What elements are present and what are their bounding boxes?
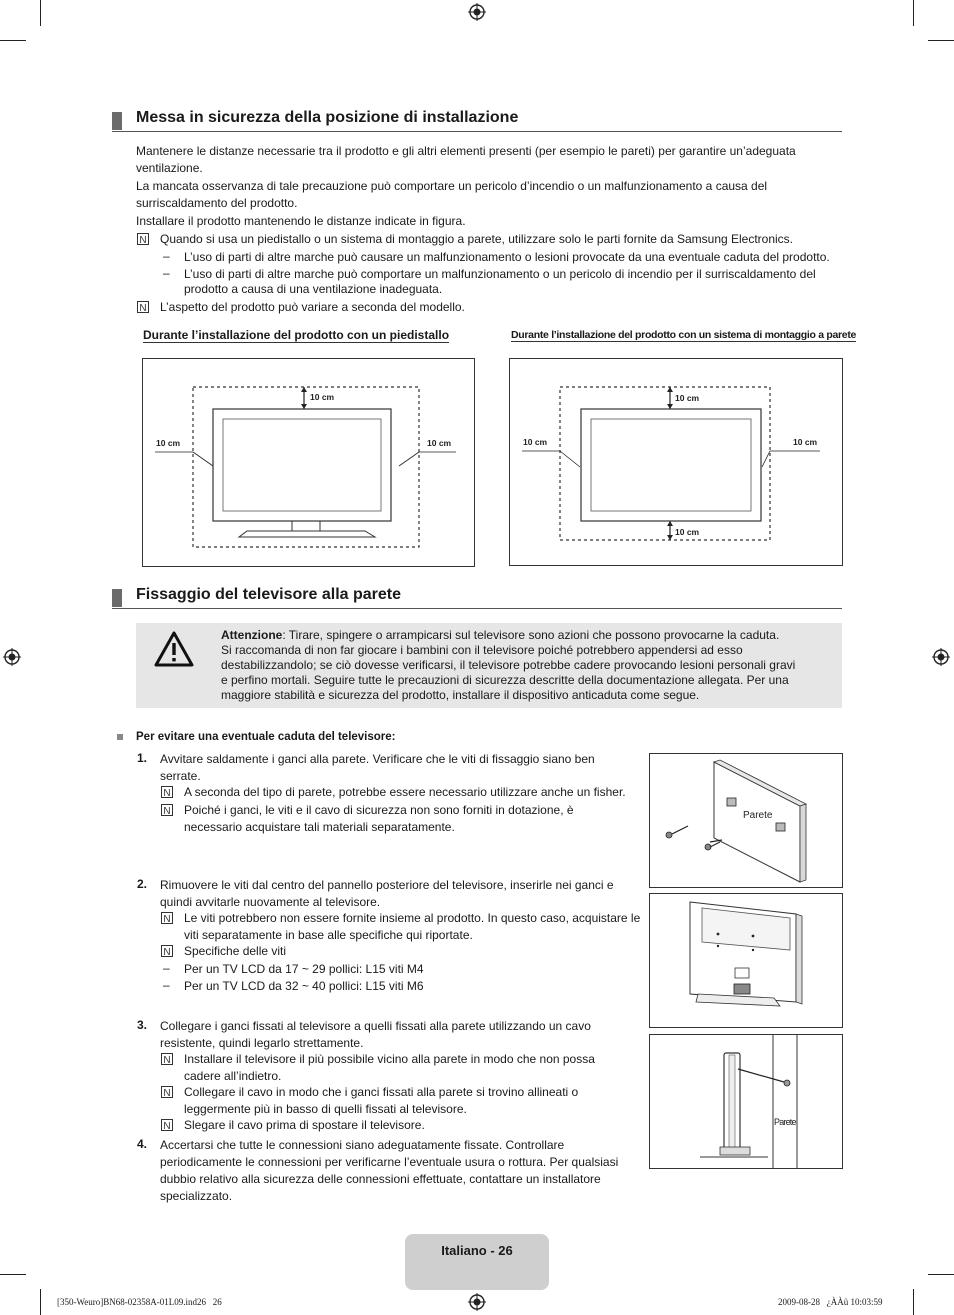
warning-triangle-icon [154, 631, 194, 667]
section-title-text: Fissaggio del televisore alla parete [136, 586, 401, 603]
section-title-bar [112, 112, 122, 130]
svg-text:N: N [139, 235, 147, 245]
dash-marker: – [163, 961, 170, 975]
step-2-dash-1: Per un TV LCD da 17 ~ 29 pollici: L15 viti M4 [184, 962, 424, 976]
registration-mark-icon [3, 648, 21, 666]
crop-mark [40, 1289, 41, 1315]
page-number-tab [405, 1234, 549, 1290]
step-1-note-1: A seconda del tipo di parete, potrebbe essere necessario utilizzare anche un fisher. [184, 785, 626, 799]
registration-mark-icon [468, 1293, 486, 1311]
dash-marker: – [163, 266, 170, 280]
dash-marker: – [163, 249, 170, 263]
section-title-wall-fixing [112, 588, 842, 609]
registration-mark-icon [468, 3, 486, 21]
note-icon [161, 1086, 173, 1098]
dash-marker: – [163, 978, 170, 992]
warning-line-4: e perfino mortali. Seguire tutte le precauzioni di sicurezza descritte della documentazione allegata. Per una [221, 673, 789, 687]
note-icon [161, 786, 173, 798]
step-2-note-1: Le viti potrebbero non essere fornite insieme al prodotto. In questo caso, acquistare le viti separatamente in base alle specifiche qui riportate. [184, 911, 641, 942]
warning-text-1: : Tirare, spingere o arrampicarsi sul televisore sono azioni che possono provocarne la caduta. [282, 628, 780, 642]
warning-box [136, 623, 842, 708]
step-3-note-3: Slegare il cavo prima di spostare il televisore. [184, 1118, 425, 1132]
crop-mark [928, 1274, 954, 1275]
dim-label-top: 10 cm [310, 392, 335, 402]
registration-mark-icon [932, 648, 950, 666]
illustration-tv-side-cable [649, 1034, 843, 1169]
svg-text:N: N [163, 914, 171, 924]
warning-bold-label: Attenzione [221, 628, 283, 642]
caption-stand: Durante l’installazione del prodotto con un piedistallo [143, 328, 450, 342]
step-3-note-1: Installare il televisore il più possibile vicino alla parete in modo che non possa cadere all’indietro. [184, 1052, 595, 1083]
paragraph-ventilation: Mantenere le distanze necessarie tra il prodotto e gli altri elementi presenti (per esempio le pareti) per garantire un’adeguata ventilazione. [136, 144, 796, 175]
dash-text-fall: L’uso di parti di altre marche può causare un malfunzionamento o lesioni provocate da una eventuale caduta del prodotto. [184, 250, 830, 264]
step-2-dash-2: Per un TV LCD da 32 ~ 40 pollici: L15 viti M6 [184, 979, 424, 993]
crop-mark [928, 40, 954, 41]
step-1-text: Avvitare saldamente i ganci alla parete. Verificare che le viti di fissaggio siano ben serrate. [160, 752, 595, 783]
note-icon [137, 233, 149, 245]
step-number: 4. [137, 1137, 148, 1151]
note-icon [161, 945, 173, 957]
illustration-wall-hooks [649, 753, 843, 888]
note-samsung-parts: Quando si usa un piedistallo o un sistema di montaggio a parete, utilizzare solo le parti fornite da Samsung Electronics. [160, 232, 794, 246]
dim-label-left: 10 cm [523, 437, 548, 447]
tv-back-drawing [650, 894, 842, 1027]
section-title-text: Messa in sicurezza della posizione di installazione [136, 109, 519, 126]
step-number: 2. [137, 877, 148, 891]
note-icon [137, 301, 149, 313]
diagram-stand-clearance [142, 358, 475, 567]
svg-text:N: N [139, 303, 147, 313]
warning-line-3: destabilizzandolo; se ciò dovesse verificarsi, il televisore potrebbe cadere provocando lesioni personali gravi [221, 658, 796, 672]
step-2-text: Rimuovere le viti dal centro del pannello posteriore del televisore, inserirle nei ganci e quindi avvitarle nuovamente al televisore. [160, 878, 614, 909]
diagram-wall-clearance [509, 358, 843, 566]
dim-label-bottom: 10 cm [675, 527, 700, 537]
svg-text:N: N [163, 947, 171, 957]
dash-text-fire-2: prodotto a causa di una ventilazione inadeguata. [184, 282, 443, 296]
bullet-square [117, 734, 123, 740]
step-4-text: Accertarsi che tutte le connessioni siano adeguatamente fissate. Controllare periodicamente le connessioni per verificarne l’eventuale usura o rottura. Per qualsiasi dubbio relativo alla sicurezza delle connessioni effettuate, contattare un installatore specializzato. [160, 1138, 619, 1203]
stand-diagram-drawing [143, 359, 474, 566]
dim-label-right: 10 cm [427, 438, 452, 448]
crop-mark [913, 0, 914, 26]
step-number: 1. [137, 751, 148, 765]
step-3-text: Collegare i ganci fissati al televisore a quelli fissati alla parete utilizzando un cavo resistente, quindi legarlo strettamente. [160, 1019, 591, 1050]
page-number: Italiano - 26 [441, 1243, 513, 1258]
svg-text:N: N [163, 806, 171, 816]
warning-line-2: Si raccomanda di non far giocare i bambini con il televisore poiché potrebbero appendersi ad esso [221, 643, 743, 657]
note-icon [161, 804, 173, 816]
svg-text:N: N [163, 1088, 171, 1098]
dim-label-right: 10 cm [793, 437, 818, 447]
wall-hooks-drawing [650, 754, 842, 887]
warning-line-5: maggiore stabilità e sicurezza del prodotto, installare il dispositivo anticaduta come segue. [221, 688, 700, 702]
step-3-note-2: Collegare il cavo in modo che i ganci fissati alla parete si trovino allineati o leggermente più in basso di quelli fissati al televisore. [184, 1085, 579, 1116]
dim-label-left: 10 cm [156, 438, 181, 448]
illustration-tv-back [649, 893, 843, 1028]
step-1-note-2: Poiché i ganci, le viti e il cavo di sicurezza non sono forniti in dotazione, è necessario acquistare tali materiali separatamente. [184, 803, 574, 834]
caption-wall-mount: Durante l’installazione del prodotto con un sistema di montaggio a parete [511, 329, 857, 341]
svg-text:N: N [163, 1121, 171, 1131]
crop-mark [40, 0, 41, 26]
crop-mark [0, 1274, 26, 1275]
paragraph-distances: Installare il prodotto mantenendo le distanze indicate in figura. [136, 214, 466, 228]
note-appearance: L’aspetto del prodotto può variare a seconda del modello. [160, 300, 465, 314]
note-icon [161, 912, 173, 924]
dash-text-fire-1: L’uso di parti di altre marche può comportare un malfunzionamento o un pericolo di incendio per il surriscaldamento del [184, 267, 816, 281]
wall-label: Parete [743, 810, 773, 821]
crop-mark [0, 40, 26, 41]
step-2-note-2: Specifiche delle viti [184, 944, 287, 958]
section-title-installation [112, 111, 842, 132]
bullet-heading: Per evitare una eventuale caduta del televisore: [136, 731, 396, 743]
note-icon [161, 1119, 173, 1131]
tv-side-drawing [650, 1035, 842, 1168]
svg-text:N: N [163, 1055, 171, 1065]
dim-label-top: 10 cm [675, 393, 700, 403]
crop-mark [913, 1289, 914, 1315]
paragraph-fire-risk: La mancata osservanza di tale precauzione può comportare un pericolo d’incendio o un malfunzionamento a causa del surriscaldamento del prodotto. [136, 179, 768, 210]
step-number: 3. [137, 1018, 148, 1032]
note-icon [161, 1053, 173, 1065]
print-file-info: [350-Weuro]BN68-02358A-01L09.ind26 26 [57, 1297, 222, 1307]
wall-label: Parete [774, 1117, 796, 1127]
section-title-bar [112, 589, 122, 607]
print-date-info: 2009-08-28 ¿ÀÀü 10:03:59 [778, 1297, 883, 1307]
wall-diagram-drawing [510, 359, 842, 565]
svg-text:N: N [163, 788, 171, 798]
